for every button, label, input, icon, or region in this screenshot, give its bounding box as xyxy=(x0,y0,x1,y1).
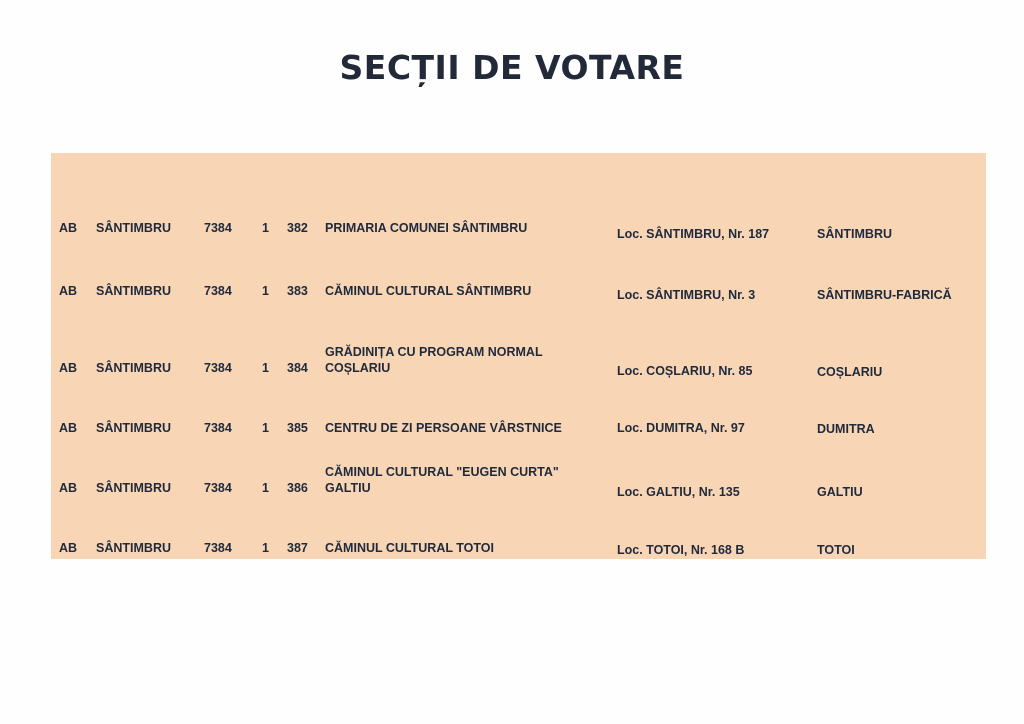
uat-cell: SÂNTIMBRU xyxy=(96,481,171,495)
institution-cell: GRĂDINIȚA CU PROGRAM NORMAL xyxy=(325,345,543,359)
circumscription-cell: 1 xyxy=(262,421,269,435)
station-number-cell: 387 xyxy=(287,541,308,555)
uat-cell: SÂNTIMBRU xyxy=(96,221,171,235)
address-cell: Loc. SÂNTIMBRU, Nr. 3 xyxy=(617,288,756,302)
circumscription-cell: 1 xyxy=(262,541,269,555)
locality-cell: TOTOI xyxy=(817,543,855,557)
institution-cell: CĂMINUL CULTURAL "EUGEN CURTA" xyxy=(325,465,559,479)
address-cell: Loc. SÂNTIMBRU, Nr. 187 xyxy=(617,227,770,241)
station-number-cell: 385 xyxy=(287,421,308,435)
address-cell: Loc. TOTOI, Nr. 168 B xyxy=(617,543,745,557)
county-cell: AB xyxy=(59,541,78,555)
address-cell: Loc. DUMITRA, Nr. 97 xyxy=(617,421,745,435)
circumscription-cell: 1 xyxy=(262,481,269,495)
institution-cell-line2: COȘLARIU xyxy=(325,361,391,375)
county-cell: AB xyxy=(59,284,78,298)
circumscription-cell: 1 xyxy=(262,284,269,298)
county-cell: AB xyxy=(59,481,78,495)
siruta-cell: 7384 xyxy=(204,481,232,495)
circumscription-cell: 1 xyxy=(262,361,269,375)
uat-cell: SÂNTIMBRU xyxy=(96,421,171,435)
institution-cell: CENTRU DE ZI PERSOANE VÂRSTNICE xyxy=(325,421,562,435)
siruta-cell: 7384 xyxy=(204,361,232,375)
station-number-cell: 386 xyxy=(287,481,308,495)
locality-cell: DUMITRA xyxy=(817,422,875,436)
page-title: SECȚII DE VOTARE xyxy=(339,48,685,87)
county-cell: AB xyxy=(59,221,78,235)
county-cell: AB xyxy=(59,421,78,435)
address-cell: Loc. GALTIU, Nr. 135 xyxy=(617,485,740,499)
siruta-cell: 7384 xyxy=(204,284,232,298)
locality-cell: SÂNTIMBRU-FABRICĂ xyxy=(817,288,952,302)
uat-cell: SÂNTIMBRU xyxy=(96,541,171,555)
institution-cell: CĂMINUL CULTURAL TOTOI xyxy=(325,541,494,555)
institution-cell-line2: GALTIU xyxy=(325,481,371,495)
station-number-cell: 383 xyxy=(287,284,308,298)
circumscription-cell: 1 xyxy=(262,221,269,235)
locality-cell: COȘLARIU xyxy=(817,365,883,379)
address-cell: Loc. COȘLARIU, Nr. 85 xyxy=(617,364,753,378)
institution-cell: CĂMINUL CULTURAL SÂNTIMBRU xyxy=(325,284,532,298)
locality-cell: GALTIU xyxy=(817,485,863,499)
uat-cell: SÂNTIMBRU xyxy=(96,284,171,298)
siruta-cell: 7384 xyxy=(204,421,232,435)
institution-cell: PRIMARIA COMUNEI SÂNTIMBRU xyxy=(325,221,528,235)
polling-stations-table xyxy=(51,153,986,559)
siruta-cell: 7384 xyxy=(204,221,232,235)
uat-cell: SÂNTIMBRU xyxy=(96,361,171,375)
station-number-cell: 382 xyxy=(287,221,308,235)
locality-cell: SÂNTIMBRU xyxy=(817,227,892,241)
siruta-cell: 7384 xyxy=(204,541,232,555)
station-number-cell: 384 xyxy=(287,361,308,375)
county-cell: AB xyxy=(59,361,78,375)
